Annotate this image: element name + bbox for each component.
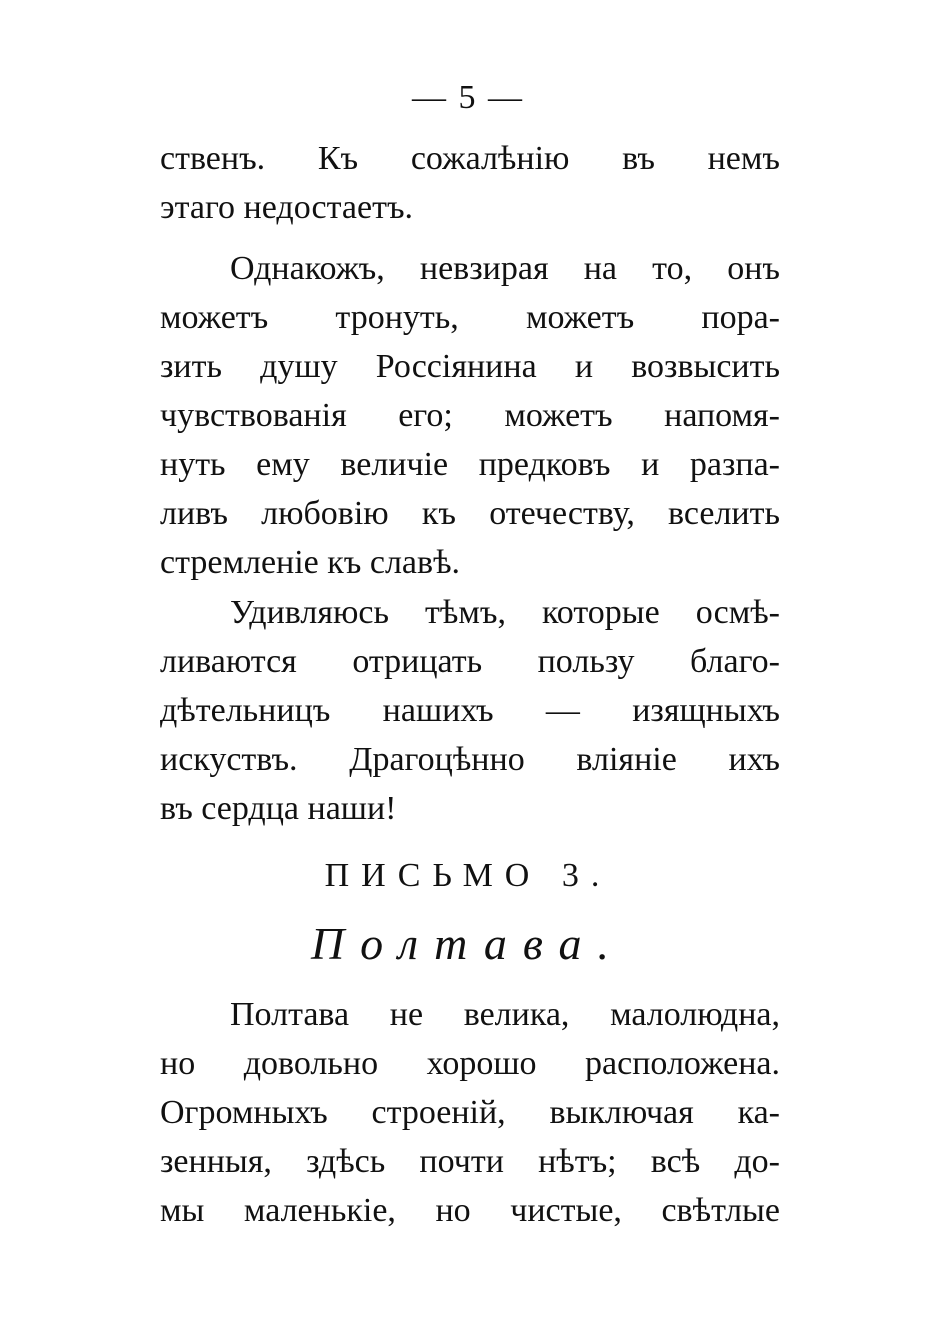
place-heading: Полтава.	[310, 918, 626, 969]
text-line: Удивляюсь тѣмъ, которые осмѣ-	[230, 594, 780, 631]
paragraph-1	[160, 134, 780, 232]
paragraph-2	[160, 244, 780, 587]
paragraph-4	[160, 990, 780, 1235]
text-line: можетъ тронуть, можетъ пора-	[160, 299, 780, 336]
text-line: мы маленькіе, но чистые, свѣтлые	[160, 1192, 780, 1229]
text-line: зенныя, здѣсь почти нѣтъ; всѣ до-	[160, 1143, 780, 1180]
letter-heading: ПИСЬМО 3.	[324, 857, 612, 894]
text-line: Однакожъ, невзирая на то, онъ	[230, 250, 780, 287]
text-line: этаго недостаетъ.	[160, 189, 414, 226]
paragraph-3	[160, 588, 780, 833]
text-line: нуть ему величіе предковъ и разпа-	[160, 446, 780, 483]
text-line: дѣтельницъ нашихъ — изящныхъ	[160, 692, 780, 729]
text-line: Огромныхъ строеній, выключая ка-	[160, 1094, 780, 1131]
text-line: ственъ. Къ сожалѣнію въ немъ	[160, 140, 780, 177]
text-line: стремленіе къ славѣ.	[160, 544, 461, 581]
text-line: ливаются отрицать пользу благо-	[160, 643, 780, 680]
text-line: зить душу Россіянина и возвысить	[160, 348, 780, 385]
text-line: ливъ любовію къ отечеству, вселить	[160, 495, 780, 532]
text-line: Полтава не велика, малолюдна,	[230, 996, 780, 1033]
text-line: чувствованія его; можетъ напомя-	[160, 397, 780, 434]
page-number: — 5 —	[412, 79, 524, 116]
text-line: но довольно хорошо расположена.	[160, 1045, 780, 1082]
text-line: искуствъ. Драгоцѣнно вліяніе ихъ	[160, 741, 780, 778]
text-line: въ сердца наши!	[160, 790, 397, 827]
